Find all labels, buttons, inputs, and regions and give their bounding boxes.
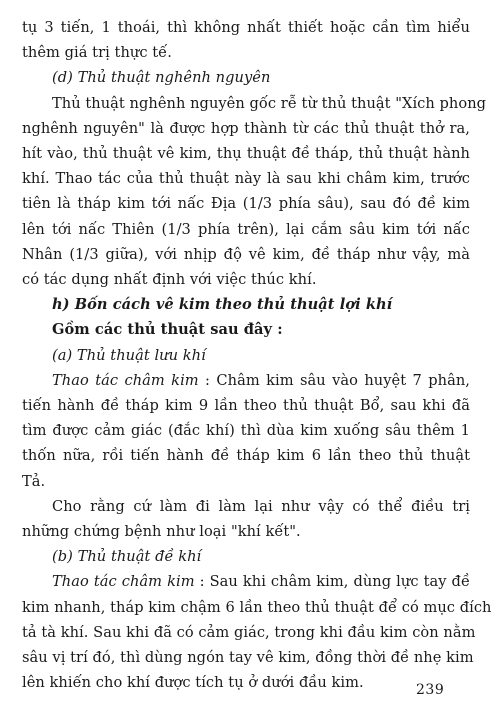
paragraph-line — [52, 371, 470, 391]
paragraph-line: tìm được cảm giác (đắc khí) thì dùa kim xuống sâu thêm 1 — [22, 422, 470, 439]
paragraph-line: lên tới nấc Thiên (1/3 phía trên), lại cắm sâu kim tới nấc — [22, 221, 470, 238]
page-number: 239 — [416, 682, 445, 698]
paragraph-line: tả tà khí. Sau khi đã có cảm giác, trong khi đầu kim còn nằm — [22, 624, 476, 641]
paragraph-line: khí. Thao tác của thủ thuật này là sau khi châm kim, trước — [22, 170, 470, 187]
procedure-label: Thao tác châm kim — [52, 573, 195, 590]
paragraph-line: những chứng bệnh như loại "khí kết". — [22, 523, 301, 540]
section-heading-h: h) Bốn cách vê kim theo thủ thuật lợi khí — [52, 296, 393, 313]
section-heading-d: (d) Thủ thuật nghênh nguyên — [52, 69, 271, 86]
paragraph-line: Thủ thuật nghênh nguyên gốc rễ từ thủ thuật "Xích phong — [52, 95, 487, 112]
paragraph-line: Nhân (1/3 giữa), với nhịp độ vê kim, đề tháp như vậy, mà — [22, 246, 470, 263]
subsection-heading-b: (b) Thủ thuật đề khí — [52, 548, 202, 565]
paragraph-line: lên khiến cho khí được tích tụ ở dưới đầu kim. — [22, 674, 364, 691]
paragraph-line: nghênh nguyên" là được hợp thành từ các thủ thuật thở ra, — [22, 120, 470, 137]
paragraph-text: : Sau khi châm kim, dùng lực tay đề — [194, 573, 470, 590]
paragraph-line: thốn nữa, rồi tiến hành đề tháp kim 6 lần theo thủ thuật — [22, 447, 470, 464]
paragraph-line: tiến hành đề tháp kim 9 lần theo thủ thuật Bổ, sau khi đã — [22, 397, 470, 414]
procedure-label: Thao tác châm kim — [52, 372, 199, 389]
subsection-heading-a: (a) Thủ thuật lưu khí — [52, 347, 206, 364]
paragraph-line: Cho rằng cứ làm đi làm lại như vậy có thể điều trị — [52, 498, 470, 515]
paragraph-line: thêm giá trị thực tế. — [22, 44, 172, 61]
paragraph-line — [52, 572, 470, 592]
document-page — [22, 6, 492, 710]
paragraph-line: Gồm các thủ thuật sau đây : — [52, 321, 283, 338]
paragraph-line: tụ 3 tiến, 1 thoái, thì không nhất thiết hoặc cần tìm hiểu — [22, 19, 470, 36]
paragraph-line: tiên là tháp kim tới nấc Địa (1/3 phía sâu), sau đó đề kim — [22, 195, 470, 212]
paragraph-line: Tả. — [22, 473, 46, 490]
paragraph-line: sâu vị trí đó, thì dùng ngón tay vê kim, đồng thời đề nhẹ kim — [22, 649, 474, 666]
paragraph-text: : Châm kim sâu vào huyệt 7 phân, — [198, 372, 470, 389]
paragraph-line: hít vào, thủ thuật vê kim, thụ thuật đề tháp, thủ thuật hành — [22, 145, 470, 162]
paragraph-line: kim nhanh, tháp kim chậm 6 lần theo thủ thuật để có mục đích — [22, 599, 492, 616]
paragraph-line: có tác dụng nhất định với việc thúc khí. — [22, 271, 317, 288]
